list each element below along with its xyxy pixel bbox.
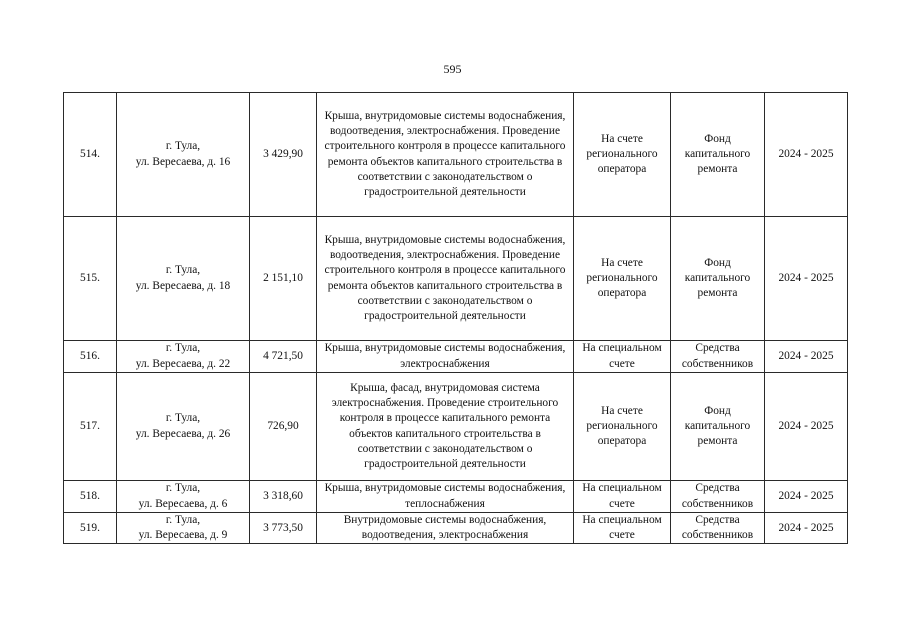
address-street: ул. Вересаева, д. 16 (135, 155, 231, 168)
works-cell: Крыша, фасад, внутридомовая система электроснабжения. Проведение строительного контроля в процессе капитального ремонта объектов капитального строительства в соответствии с законодательством о градостроительной деятельности (317, 373, 574, 481)
address-city: г. Тула, (165, 264, 201, 277)
account-cell: На специальном счете (574, 341, 671, 373)
row-number-cell: 518. (64, 481, 117, 513)
funding-source-cell: Средства собственников (671, 341, 765, 373)
row-number-cell: 514. (64, 93, 117, 217)
row-number-cell: 517. (64, 373, 117, 481)
funding-source-cell: Фонд капитального ремонта (671, 217, 765, 341)
address-cell (117, 481, 250, 513)
cost-cell: 3 429,90 (250, 93, 317, 217)
table-row (64, 217, 848, 341)
works-cell: Крыша, внутридомовые системы водоснабжения, водоотведения, электроснабжения. Проведение строительного контроля в процессе капитального ремонта объектов капитального строительства в соответствии с законодательством о градостроительной деятельности (317, 217, 574, 341)
table-row (64, 513, 848, 544)
page-number: 595 (443, 62, 462, 76)
table-row (64, 93, 848, 217)
works-cell: Крыша, внутридомовые системы водоснабжения, водоотведения, электроснабжения. Проведение строительного контроля в процессе капитального ремонта объектов капитального строительства в соответствии с законодательством о градостроительной деятельности (317, 93, 574, 217)
address-cell (117, 373, 250, 481)
row-number-cell: 515. (64, 217, 117, 341)
account-cell: На специальном счете (574, 513, 671, 544)
funding-source-cell: Средства собственников (671, 513, 765, 544)
address-street: ул. Вересаева, д. 9 (138, 529, 228, 542)
table-row (64, 481, 848, 513)
period-cell: 2024 - 2025 (765, 481, 848, 513)
cost-cell: 3 773,50 (250, 513, 317, 544)
period-cell: 2024 - 2025 (765, 513, 848, 544)
address-street: ул. Вересаева, д. 18 (135, 279, 231, 292)
cost-cell: 3 318,60 (250, 481, 317, 513)
period-cell: 2024 - 2025 (765, 93, 848, 217)
address-city: г. Тула, (165, 342, 201, 355)
period-cell: 2024 - 2025 (765, 373, 848, 481)
address-city: г. Тула, (165, 482, 201, 495)
table-row (64, 373, 848, 481)
address-city: г. Тула, (165, 412, 201, 425)
funding-source-cell: Фонд капитального ремонта (671, 93, 765, 217)
address-city: г. Тула, (165, 140, 201, 153)
table-row (64, 341, 848, 373)
repair-program-table (63, 92, 848, 544)
cost-cell: 726,90 (250, 373, 317, 481)
address-city: г. Тула, (165, 514, 201, 526)
works-cell: Внутридомовые системы водоснабжения, водоотведения, электроснабжения (317, 513, 574, 544)
funding-source-cell: Фонд капитального ремонта (671, 373, 765, 481)
cost-cell: 2 151,10 (250, 217, 317, 341)
account-cell: На специальном счете (574, 481, 671, 513)
works-cell: Крыша, внутридомовые системы водоснабжения, электроснабжения (317, 341, 574, 373)
address-street: ул. Вересаева, д. 26 (135, 427, 231, 440)
row-number-cell: 519. (64, 513, 117, 544)
works-cell: Крыша, внутридомовые системы водоснабжения, теплоснабжения (317, 481, 574, 513)
address-cell (117, 341, 250, 373)
account-cell: На счете регионального оператора (574, 373, 671, 481)
period-cell: 2024 - 2025 (765, 341, 848, 373)
account-cell: На счете регионального оператора (574, 217, 671, 341)
funding-source-cell: Средства собственников (671, 481, 765, 513)
cost-cell: 4 721,50 (250, 341, 317, 373)
address-cell (117, 217, 250, 341)
address-cell (117, 93, 250, 217)
address-street: ул. Вересаева, д. 6 (138, 497, 228, 510)
address-street: ул. Вересаева, д. 22 (135, 357, 231, 370)
account-cell: На счете регионального оператора (574, 93, 671, 217)
period-cell: 2024 - 2025 (765, 217, 848, 341)
row-number-cell: 516. (64, 341, 117, 373)
address-cell (117, 513, 250, 544)
